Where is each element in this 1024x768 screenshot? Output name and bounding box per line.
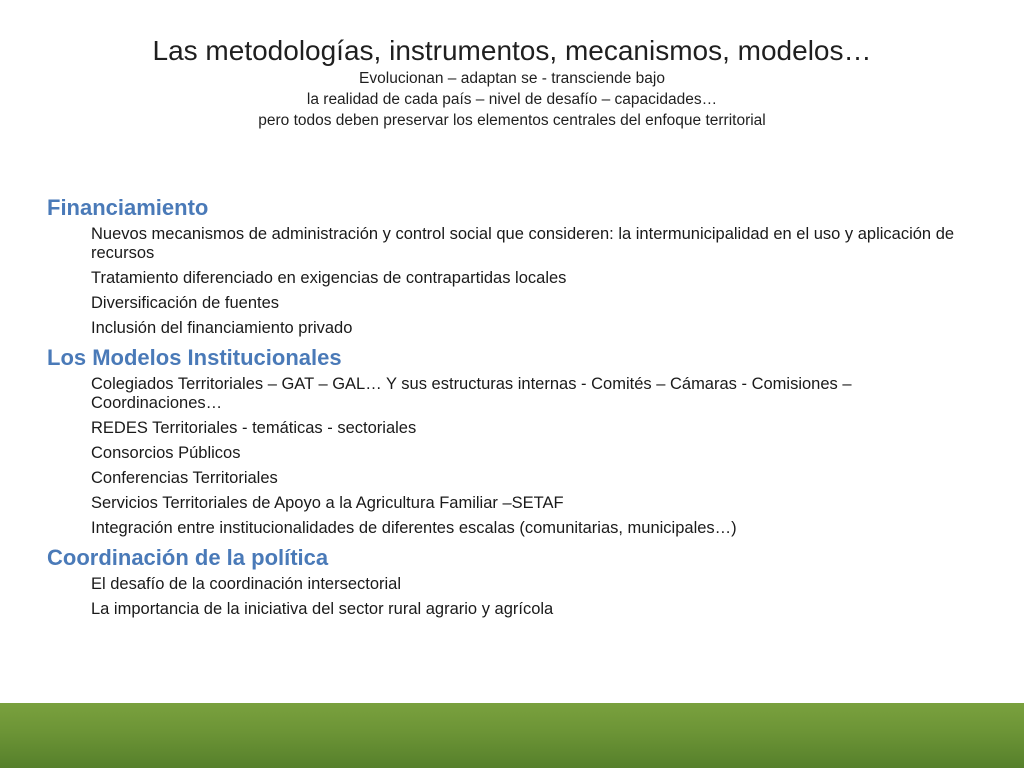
list-item: Conferencias Territoriales: [91, 469, 278, 487]
footer-band: [0, 703, 1024, 768]
slide-header: [0, 34, 1024, 131]
list-item: Tratamiento diferenciado en exigencias de contrapartidas locales: [91, 269, 567, 287]
list-item: El desafío de la coordinación intersectorial: [91, 575, 402, 593]
subtitle-line-2: la realidad de cada país – nivel de desafío – capacidades…: [306, 91, 718, 108]
subtitle-line-1: Evolucionan – adaptan se - transciende bajo: [359, 70, 665, 87]
coordinacion-list: [47, 575, 977, 619]
list-item: Servicios Territoriales de Apoyo a la Agricultura Familiar –SETAF: [91, 494, 564, 512]
list-item: Integración entre institucionalidades de diferentes escalas (comunitarias, municipales…): [91, 519, 737, 537]
list-item: Colegiados Territoriales – GAT – GAL… Y sus estructuras internas - Comités – Cámaras - Comisiones – Coordinaciones…: [91, 375, 852, 412]
financiamiento-list: [47, 225, 977, 338]
slide-title: Las metodologías, instrumentos, mecanismos, modelos…: [152, 35, 872, 66]
list-item: Diversificación de fuentes: [91, 294, 280, 312]
list-item: La importancia de la iniciativa del sector rural agrario y agrícola: [91, 600, 554, 618]
subtitle-line-3: pero todos deben preservar los elementos centrales del enfoque territorial: [258, 112, 766, 129]
section-heading-coordinacion: Coordinación de la política: [47, 545, 329, 570]
slide-content: [47, 194, 977, 625]
list-item: Consorcios Públicos: [91, 444, 241, 462]
section-heading-financiamiento: Financiamiento: [47, 195, 209, 220]
section-heading-modelos-institucionales: Los Modelos Institucionales: [47, 345, 342, 370]
list-item: Nuevos mecanismos de administración y control social que consideren: la intermunicipalidad en el uso y aplicación de recursos: [91, 225, 955, 262]
list-item: REDES Territoriales - temáticas - sectoriales: [91, 419, 417, 437]
modelos-institucionales-list: [47, 375, 977, 538]
list-item: Inclusión del financiamiento privado: [91, 319, 353, 337]
